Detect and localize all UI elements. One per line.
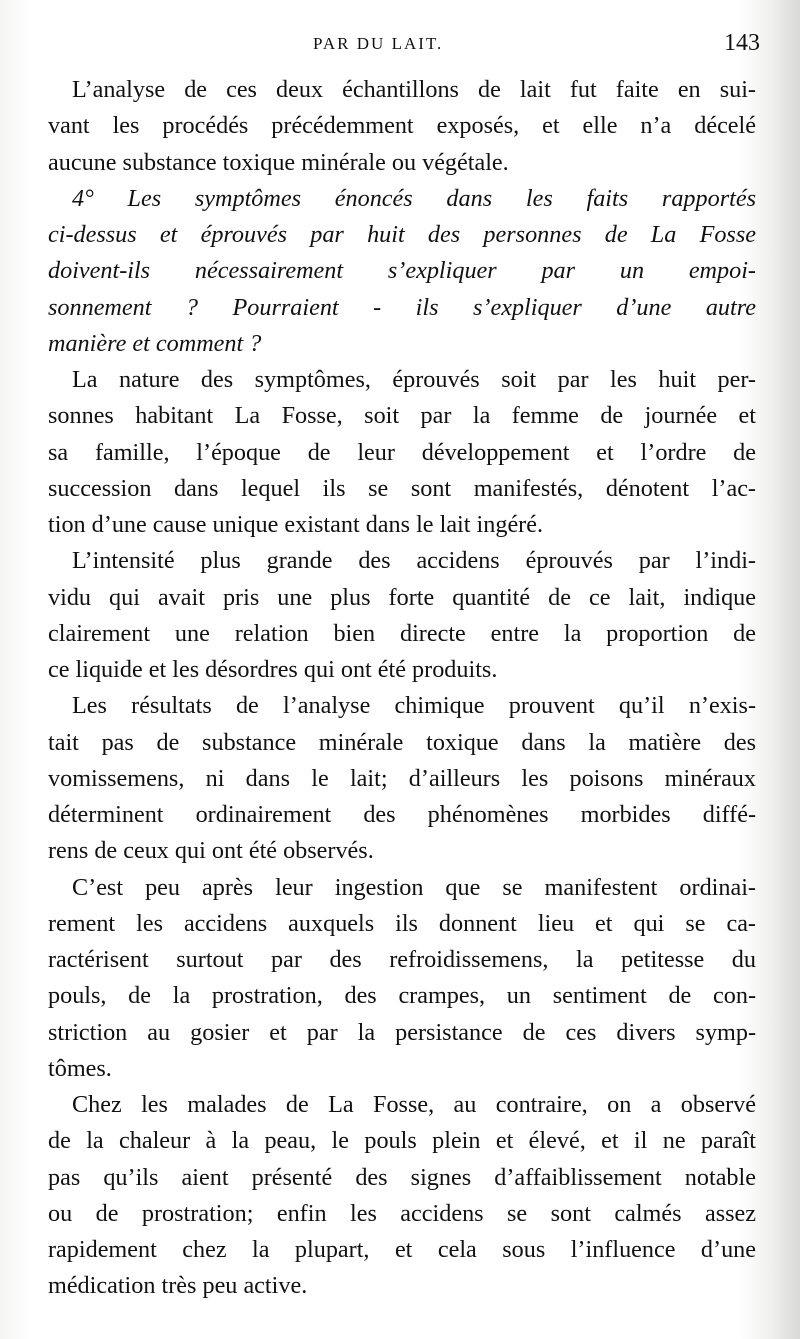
text-line: médication très peu active. [48,1272,308,1300]
text-line: clairement une relation bien directe entre la proportion de [48,619,756,647]
paragraph [48,72,756,181]
text-line: Chez les malades de La Fosse, au contraire, on a observé [72,1091,756,1118]
text-line: de la chaleur à la peau, le pouls plein et élevé, et il ne paraît [48,1127,756,1155]
text-line: sa famille, l’époque de leur développement et l’ordre de [48,438,756,466]
text-line: vidu qui avait pris une plus forte quantité de ce lait, indique [48,583,756,611]
running-head-title: PAR DU LAIT. [313,34,444,53]
text-line: vant les procédés précédemment exposés, et elle n’a décelé [48,112,756,140]
text-line: vomissemens, ni dans le lait; d’ailleurs les poisons minéraux [48,764,756,792]
text-line: L’analyse de ces deux échantillons de lait fut faite en sui- [72,76,756,103]
text-line: rapidement chez la plupart, et cela sous l’influence d’une [48,1236,756,1263]
text-line: 4° Les symptômes énoncés dans les faits rapportés [72,184,756,212]
text-line: aucune substance toxique minérale ou végétale. [48,148,509,176]
text-line: rens de ceux qui ont été observés. [48,837,374,865]
paragraph [48,1087,756,1305]
text-line: sonnement ? Pourraient - ils s’expliquer d’une autre [48,293,756,321]
paragraph [48,362,756,543]
text-line: ce liquide et les désordres qui ont été produits. [48,656,498,683]
text-line: C’est peu après leur ingestion que se manifestent ordinai- [72,873,756,901]
text-line: pas qu’ils aient présenté des signes d’affaiblissement notable [48,1163,756,1191]
text-line: tion d’une cause unique existant dans le lait ingéré. [48,511,544,538]
text-line: rement les accidens auxquels ils donnent lieu et qui se ca- [48,909,756,937]
text-line: doivent-ils nécessairement s’expliquer par un empoi- [48,257,756,285]
page-number: 143 [724,30,760,56]
text-line: striction au gosier et par la persistance de ces divers symp- [48,1018,756,1046]
paragraph [48,688,756,869]
text-line: L’intensité plus grande des accidens éprouvés par l’indi- [72,547,756,575]
text-line: tômes. [48,1054,112,1082]
running-head [48,30,760,64]
paragraph [48,870,756,1088]
text-line: ci-dessus et éprouvés par huit des personnes de La Fosse [48,221,756,248]
text-line: pouls, de la prostration, des crampes, un sentiment de con- [48,982,756,1010]
text-line: tait pas de substance minérale toxique dans la matière des [48,728,756,756]
text-line: La nature des symptômes, éprouvés soit par les huit per- [72,366,756,393]
text-line: succession dans lequel ils se sont manifestés, dénotent l’ac- [48,474,756,502]
text-line: sonnes habitant La Fosse, soit par la femme de journée et [48,402,756,430]
paragraph-question [48,181,756,362]
text-line: ou de prostration; enfin les accidens se sont calmés assez [48,1199,756,1227]
text-line: déterminent ordinairement des phénomènes morbides diffé- [48,801,756,828]
text-line: manière et comment ? [48,329,262,357]
paragraph [48,543,756,688]
text-line: Les résultats de l’analyse chimique prouvent qu’il n’exis- [72,692,756,720]
text-line: ractérisent surtout par des refroidissemens, la petitesse du [48,946,756,973]
body-text [48,72,756,1305]
